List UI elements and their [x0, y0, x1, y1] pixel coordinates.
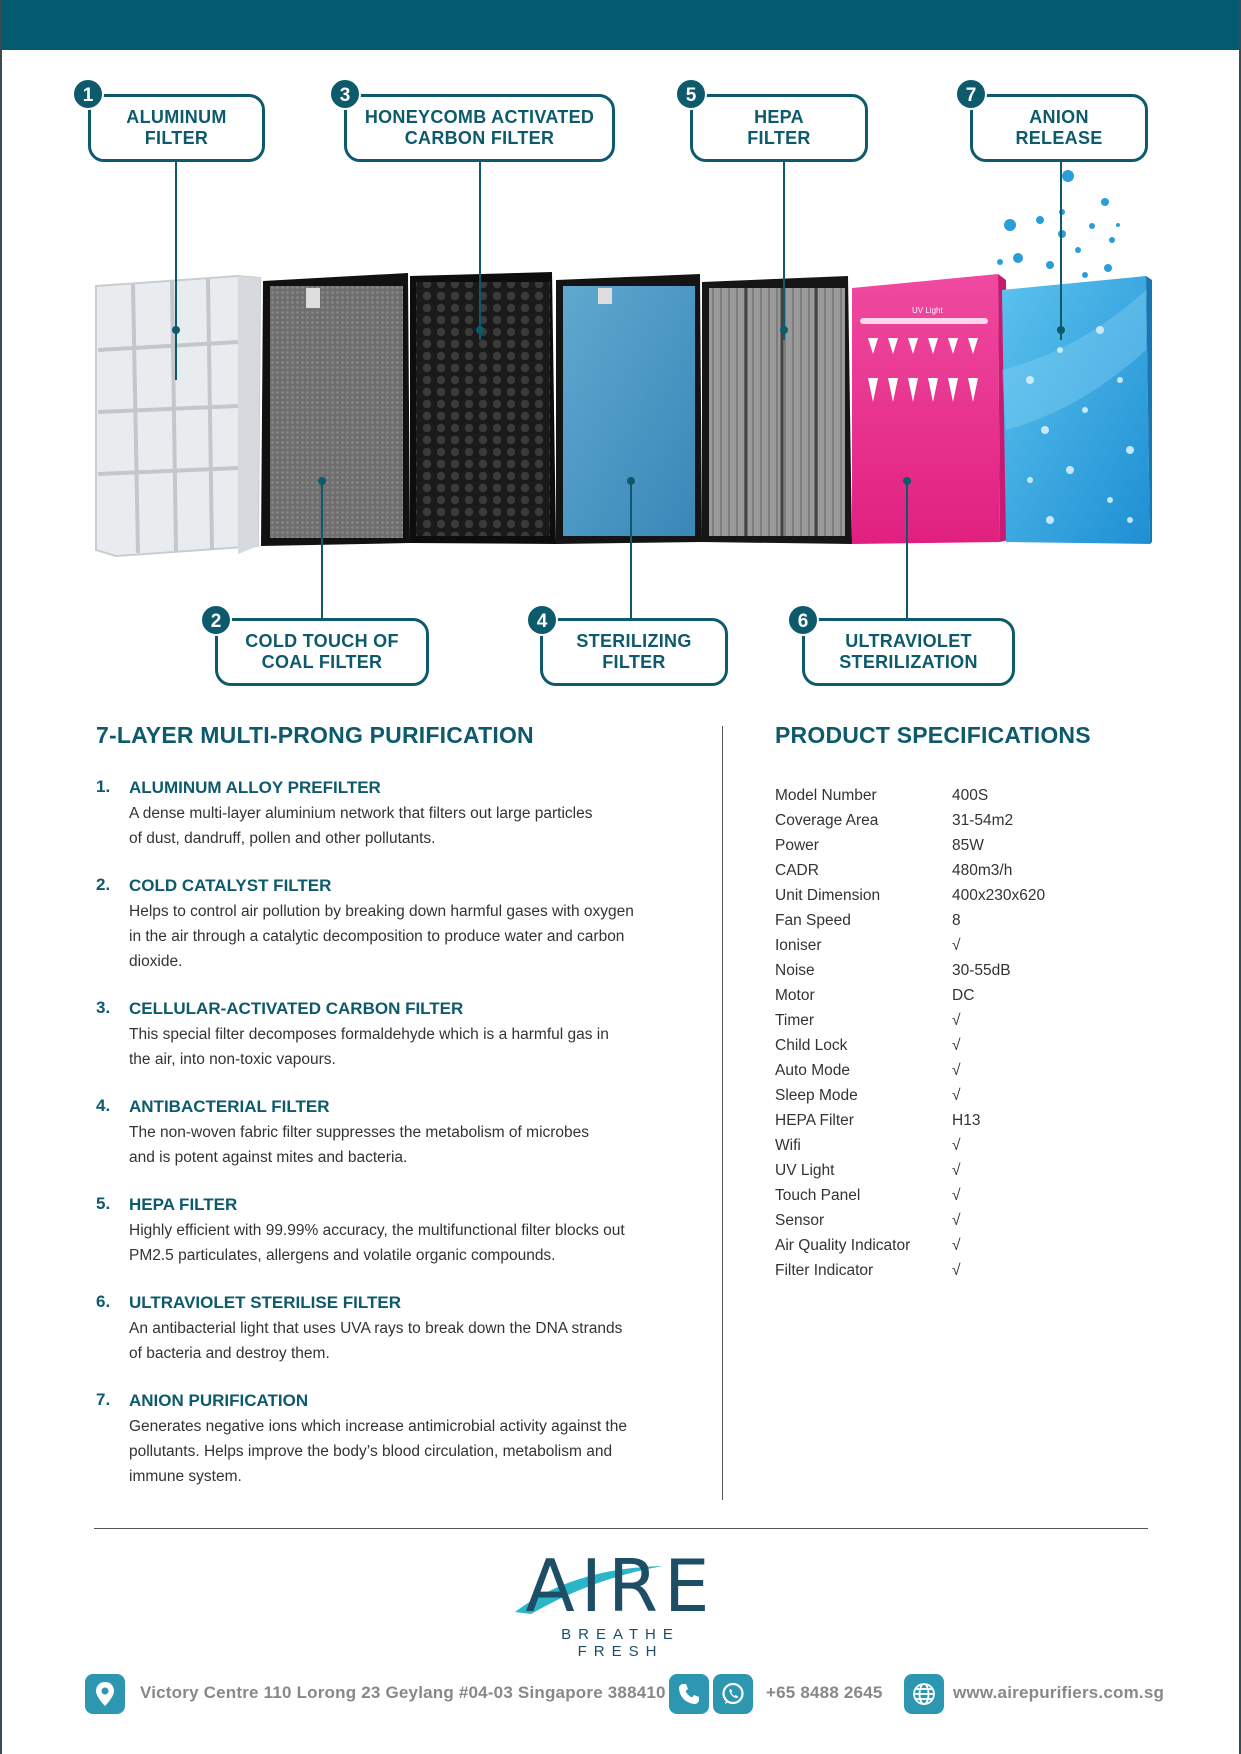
sterilizing-filter-panel: [556, 274, 702, 544]
table-row: Auto Mode √: [775, 1062, 961, 1079]
table-row: Model Number 400S: [775, 787, 989, 804]
callout-1-line2: FILTER: [144, 128, 209, 148]
table-row: CADR 480m3/h: [775, 862, 1013, 879]
globe-icon[interactable]: [904, 1674, 944, 1714]
brand-name: AIRE: [525, 1544, 716, 1628]
layer-description: Helps to control air pollution by breaking down harmful gases with oxygen in the air through a catalytic decomposition to produce water and carbon dioxide.: [129, 903, 634, 970]
uv-light-label: UV Light: [912, 306, 943, 315]
coal-filter-panel: [261, 273, 410, 546]
callout-badge-3: 3: [329, 78, 361, 110]
callout-badge-4: 4: [526, 604, 558, 636]
phone-icon[interactable]: [669, 1674, 709, 1714]
leader-dot-7: [1057, 326, 1065, 334]
hepa-filter-panel: [702, 276, 852, 544]
layer-number: 3.: [96, 998, 111, 1017]
layer-title: ANTIBACTERIAL FILTER: [129, 1097, 330, 1116]
table-row: Child Lock √: [775, 1037, 961, 1054]
whatsapp-icon[interactable]: [713, 1674, 753, 1714]
specifications-title: PRODUCT SPECIFICATIONS: [775, 722, 1091, 748]
table-row: Fan Speed 8: [775, 912, 961, 929]
layer-title: HEPA FILTER: [129, 1195, 238, 1214]
address-text: Victory Centre 110 Lorong 23 Geylang #04-03 Singapore 388410: [140, 1683, 666, 1702]
leader-line-3: [479, 160, 481, 340]
aluminum-filter-panel: [96, 276, 260, 556]
leader-line-6: [906, 481, 908, 621]
leader-line-7: [1060, 160, 1062, 340]
callout-aluminum-filter: [88, 94, 265, 162]
layer-title: ALUMINUM ALLOY PREFILTER: [129, 778, 381, 797]
table-row: Ioniser √: [775, 937, 961, 954]
column-divider: [722, 726, 723, 1500]
phone-text[interactable]: +65 8488 2645: [766, 1683, 883, 1702]
layer-description: A dense multi-layer aluminium network that filters out large particles of dust, dandruff, pollen and other pollutants.: [129, 805, 593, 847]
callout-badge-5: 5: [675, 78, 707, 110]
honeycomb-carbon-panel: [410, 272, 556, 544]
callout-anion-release: [970, 94, 1148, 162]
callout-3-line2: CARBON FILTER: [404, 128, 555, 148]
list-item: [96, 1096, 696, 1170]
callout-badge-7: 7: [955, 78, 987, 110]
table-row: Unit Dimension 400x230x620: [775, 887, 1046, 904]
callout-sterilizing-filter: [540, 618, 728, 686]
contact-footer: [0, 1672, 1241, 1718]
purification-title: 7-LAYER MULTI-PRONG PURIFICATION: [96, 722, 534, 748]
layer-number: 6.: [96, 1292, 111, 1311]
brand-tagline: BREATHE FRESH: [561, 1626, 680, 1660]
anion-panel: [997, 170, 1152, 544]
callout-7-line1: ANION: [1029, 107, 1089, 127]
callout-2-line2: COAL FILTER: [261, 652, 383, 672]
callout-4-line2: FILTER: [602, 652, 666, 672]
leader-dot-6: [903, 477, 911, 485]
callout-5-line2: FILTER: [747, 128, 811, 148]
layer-description: This special filter decomposes formaldehyde which is a harmful gas in the air, into non-toxic vapours.: [129, 1026, 609, 1068]
table-row: Timer √: [775, 1012, 961, 1029]
table-row: Noise 30-55dB: [775, 962, 1011, 979]
footer-divider: [94, 1528, 1148, 1529]
layer-list: [96, 777, 696, 1489]
leader-line-1: [175, 160, 177, 380]
layer-description: Generates negative ions which increase antimicrobial activity against the pollutants. Helps improve the body’s blood circulation, metabolism and immune system.: [129, 1418, 627, 1485]
location-pin-icon: [85, 1674, 125, 1714]
table-row: Power 85W: [775, 837, 984, 854]
layer-number: 1.: [96, 777, 111, 796]
layer-number: 4.: [96, 1096, 111, 1115]
header-bar: [0, 0, 1241, 50]
filter-layer-diagram: [0, 50, 1241, 700]
uv-light-panel: [852, 274, 1008, 544]
callout-coal-filter: [215, 618, 429, 686]
layer-title: ULTRAVIOLET STERILISE FILTER: [129, 1293, 401, 1312]
layer-description: The non-woven fabric filter suppresses the metabolism of microbes and is potent against mites and bacteria.: [129, 1124, 590, 1166]
leader-line-5: [783, 160, 785, 340]
table-row: Sensor √: [775, 1212, 961, 1229]
table-row: Filter Indicator √: [775, 1262, 961, 1279]
callout-uv-sterilization: [802, 618, 1015, 686]
list-item: [96, 998, 696, 1072]
table-row: Sleep Mode √: [775, 1087, 961, 1104]
list-item: [96, 875, 696, 974]
callout-1-line1: ALUMINUM: [126, 107, 227, 127]
table-row: Touch Panel √: [775, 1187, 961, 1204]
table-row: Wifi √: [775, 1137, 961, 1154]
list-item: [96, 1390, 696, 1489]
list-item: [96, 1292, 696, 1366]
list-item: [96, 1194, 696, 1268]
specifications-section: [775, 722, 1195, 1283]
table-row: Motor DC: [775, 987, 975, 1004]
callout-2-line1: COLD TOUCH OF: [245, 631, 399, 651]
layer-number: 7.: [96, 1390, 111, 1409]
layer-number: 5.: [96, 1194, 111, 1213]
callout-5-line1: HEPA: [754, 107, 804, 127]
table-row: Air Quality Indicator √: [775, 1237, 961, 1254]
callout-4-line1: STERILIZING: [576, 631, 692, 651]
layer-title: ANION PURIFICATION: [129, 1391, 309, 1410]
callout-hepa-filter: [690, 94, 868, 162]
callout-6-line1: ULTRAVIOLET: [845, 631, 972, 651]
callout-7-line2: RELEASE: [1015, 128, 1103, 148]
leader-line-2: [321, 481, 323, 621]
layer-number: 2.: [96, 875, 111, 894]
purification-section: [96, 722, 696, 1513]
leader-dot-1: [172, 326, 180, 334]
callout-badge-2: 2: [200, 604, 232, 636]
callout-honeycomb-filter: [344, 94, 615, 162]
table-row: UV Light √: [775, 1162, 961, 1179]
leader-dot-4: [627, 477, 635, 485]
callout-badge-6: 6: [787, 604, 819, 636]
leader-dot-2: [318, 477, 326, 485]
layer-description: An antibacterial light that uses UVA rays to break down the DNA strands of bacteria and destroy them.: [129, 1320, 623, 1362]
callout-badge-1: 1: [72, 78, 104, 110]
table-row: HEPA Filter H13: [775, 1112, 981, 1129]
spec-table: [775, 783, 1045, 1283]
leader-dot-3: [476, 326, 484, 334]
list-item: [96, 777, 696, 851]
layer-title: CELLULAR-ACTIVATED CARBON FILTER: [129, 999, 464, 1018]
brand-logo: [513, 1544, 728, 1660]
layer-description: Highly efficient with 99.99% accuracy, the multifunctional filter blocks out PM2.5 particulates, allergens and volatile organic compounds.: [129, 1222, 625, 1264]
layer-title: COLD CATALYST FILTER: [129, 876, 332, 895]
table-row: Coverage Area 31-54m2: [775, 812, 1014, 829]
leader-line-4: [630, 481, 632, 621]
website-link[interactable]: www.airepurifiers.com.sg: [953, 1683, 1165, 1702]
callout-3-line1: HONEYCOMB ACTIVATED: [364, 107, 595, 127]
callout-6-line2: STERILIZATION: [839, 652, 978, 672]
leader-dot-5: [780, 326, 788, 334]
